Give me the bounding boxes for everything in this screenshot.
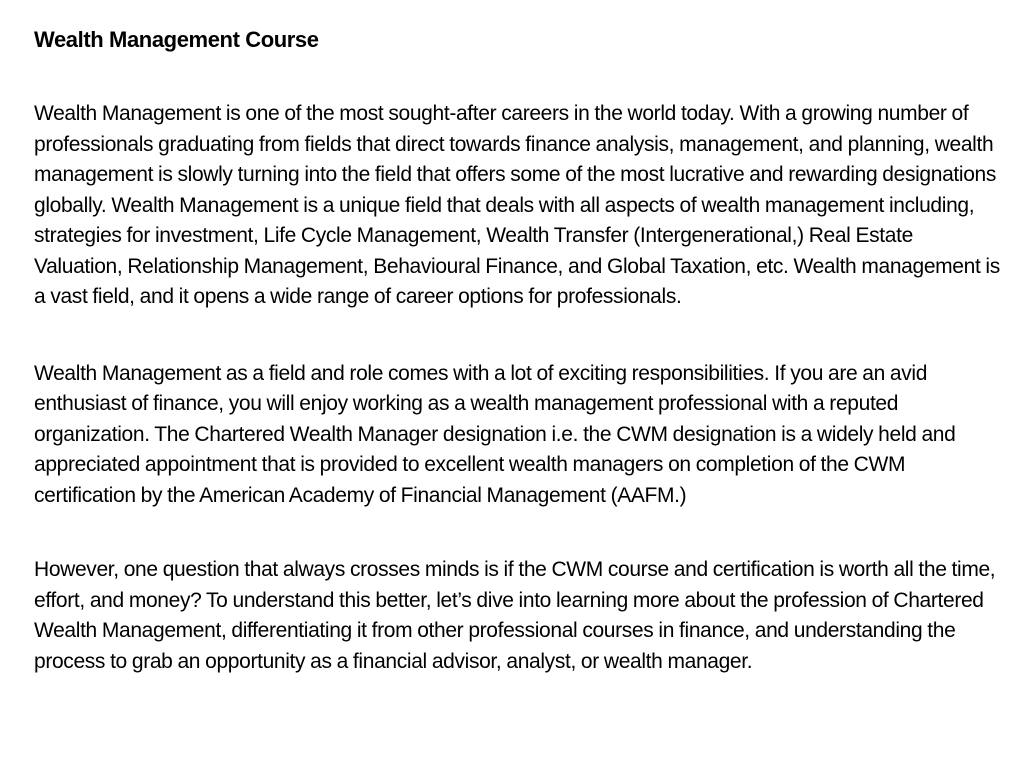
page-title: Wealth Management Course — [34, 27, 319, 52]
paragraph-question: However, one question that always crosses minds is if the CWM course and certification is worth all the time, effort, and money? To understand this better, let’s dive into learning more about the profession of Chartered Wealth Management, differentiating it from other professional courses in finance, and understanding the process to grab an opportunity as a financial advisor, analyst, or wealth manager. — [34, 558, 996, 673]
paragraph-intro: Wealth Management is one of the most sought-after careers in the world today. With a growing number of professionals graduating from fields that direct towards finance analysis, management, and planning, wealth management is slowly turning into the field that offers some of the most lucrative and rewarding designations globally. Wealth Management is a unique field that deals with all aspects of wealth management including, strategies for investment, Life Cycle Management, Wealth Transfer (Intergenerational,) Real Estate Valuation, Relationship Management, Behavioural Finance, and Global Taxation, etc. Wealth management is a vast field, and it opens a wide range of career options for professionals. — [34, 102, 1000, 308]
paragraph-responsibilities: Wealth Management as a field and role comes with a lot of exciting responsibilities. If you are an avid enthusiast of finance, you will enjoy working as a wealth management professional with a reputed organization. The Chartered Wealth Manager designation i.e. the CWM designation is a widely held and appreciated appointment that is provided to excellent wealth managers on completion of the CWM certification by the American Academy of Financial Management (AAFM.) — [34, 361, 956, 507]
